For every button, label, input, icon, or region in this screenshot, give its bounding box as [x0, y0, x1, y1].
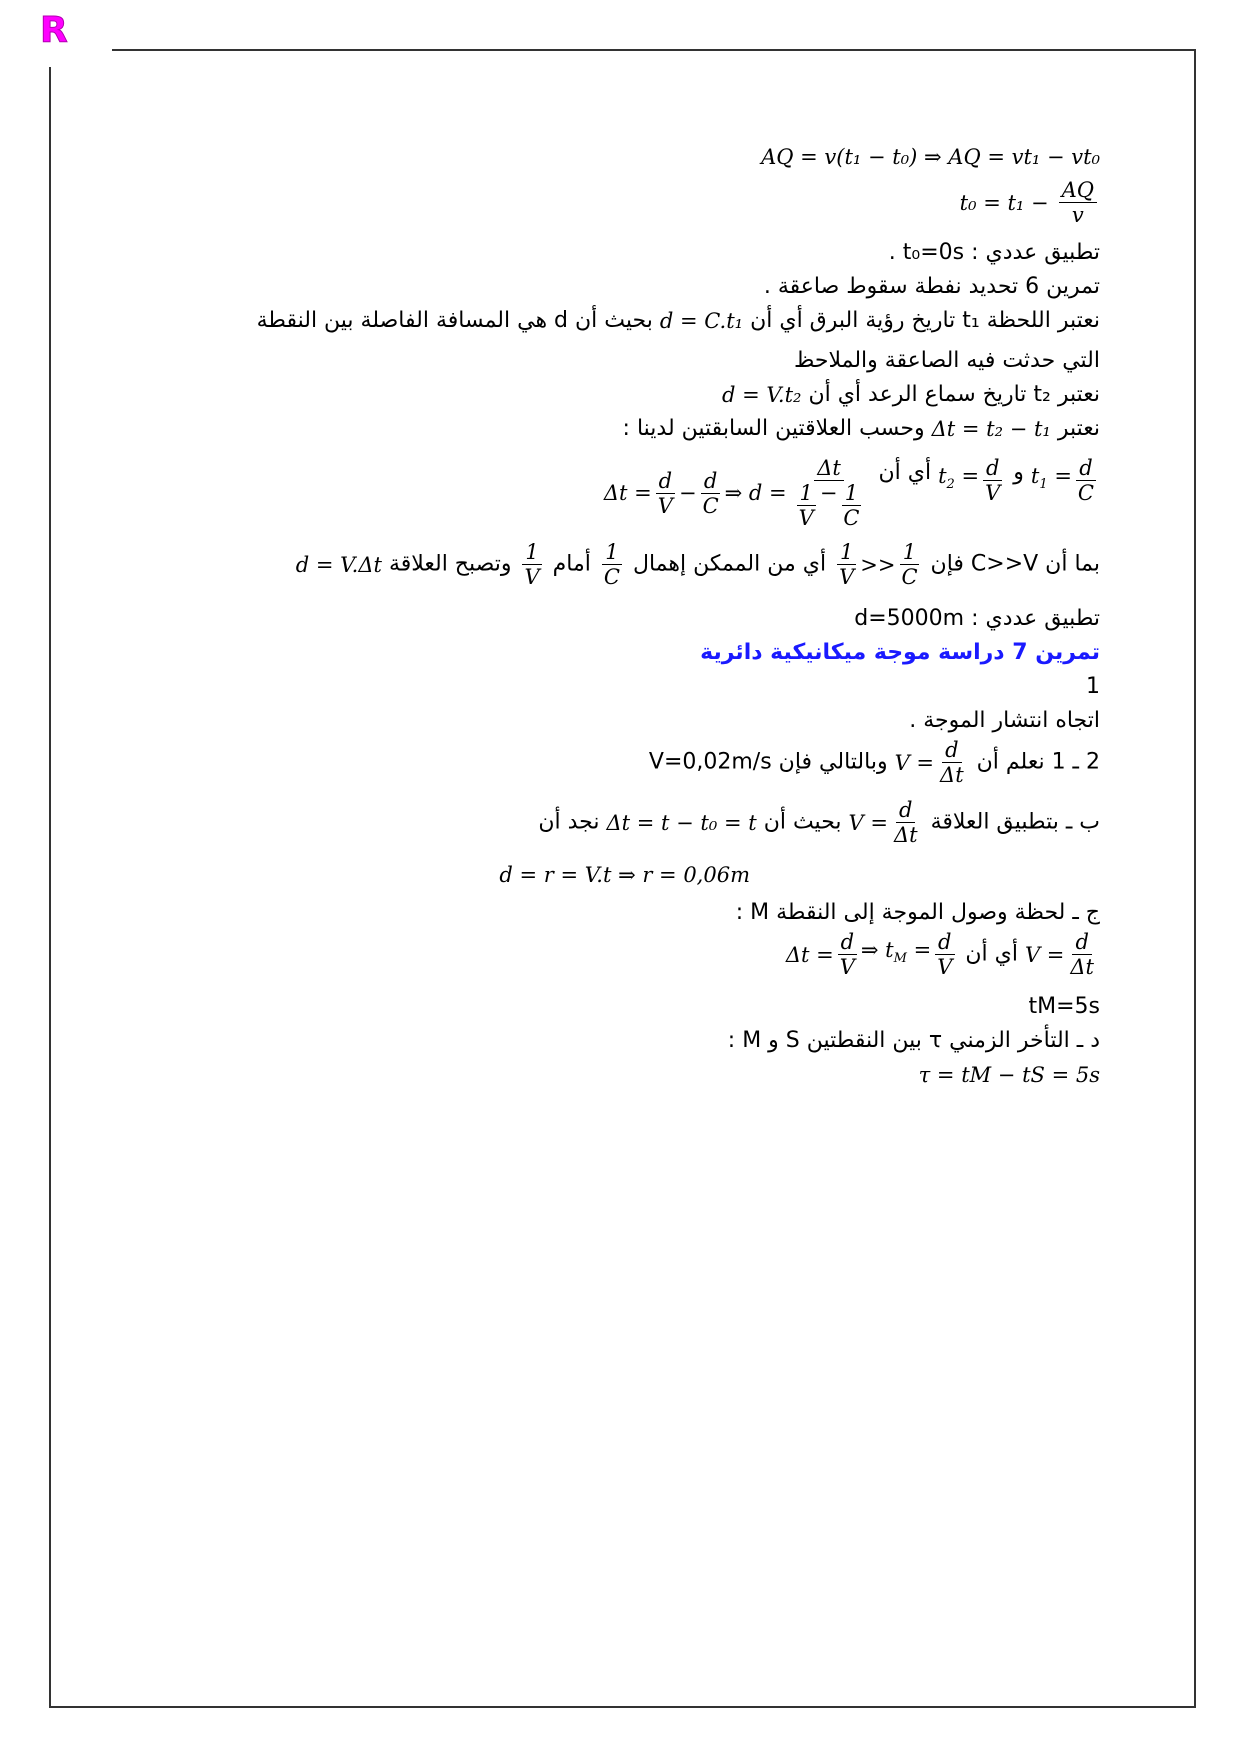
- frame-left-border: [49, 67, 51, 1707]
- question-1-answer: اتجاه انتشار الموجة .: [909, 708, 1100, 733]
- line-since: بما أن C>>V فإن $\frac{1}{V}$ >> $\frac{1}{C}$ أي من الممكن إهمال $\frac{1}{C}$ أمام $\frac{1}{V}$ وتصبح العلاقة d = V.Δt: [295, 540, 1100, 589]
- line-t1: نعتبر اللحظة t₁ تاريخ رؤية البرق أي أن d = C.t₁ بحيث أن d هي المسافة الفاصلة بين النقطة: [256, 308, 1100, 333]
- line-relations: $t_1$ = $\frac{d}{C}$ و $t_2$ = $\frac{d}{V}$ أي أن Δt = $\frac{d}{V}$ − $\frac{d}{C}$ ⇒ d = Δt $\frac{1}{V}$ − $\frac{1}{C}$: [603, 456, 1094, 530]
- frame-bottom-border: [49, 1706, 1196, 1708]
- question-2-d: د ـ التأخر الزمني τ بين النقطتين S و M :: [727, 1028, 1100, 1053]
- logo-letter: R: [40, 10, 68, 48]
- question-2-b-result: d = r = V.t ⇒ r = 0,06m: [499, 863, 750, 887]
- exercise-6-title: تمرين 6 تحديد نفطة سقوط صاعقة .: [763, 274, 1100, 299]
- question-2-c: ج ـ لحظة وصول الموجة إلى النقطة M :: [735, 900, 1100, 925]
- line-t2: نعتبر t₂ تاريخ سماع الرعد أي أن d = V.t₂: [722, 382, 1100, 407]
- question-2-c-equation: V = $\frac{d}{\Delta t}$ أي أن Δt = $\frac{d}{V}$ ⇒ $t_M$ = $\frac{d}{V}$: [785, 930, 1094, 979]
- numeric-application-1: تطبيق عددي : t₀=0s .: [888, 240, 1100, 265]
- equation-aq: AQ = v(t₁ − t₀) ⇒ AQ = vt₁ − vt₀: [761, 145, 1100, 169]
- line-place: التي حدثت فيه الصاعقة والملاحظ: [793, 348, 1100, 373]
- question-2-c-result: tM=5s: [1028, 994, 1100, 1019]
- logo-r-icon: [38, 10, 72, 48]
- exercise-7-title: تمرين 7 دراسة موجة ميكانيكية دائرية: [700, 640, 1100, 665]
- question-1-number: 1: [1086, 674, 1100, 699]
- document-body: [140, 140, 1100, 1092]
- question-2-1: 2 ـ 1 نعلم أن V = $\frac{d}{\Delta t}$ وبالتالي فإن V=0,02m/s: [648, 738, 1100, 787]
- frame-right-border: [1194, 49, 1196, 1707]
- frame-top-border: [112, 49, 1196, 51]
- numeric-application-2: تطبيق عددي : d=5000m: [854, 606, 1100, 631]
- question-2-d-equation: τ = tM − tS = 5s: [918, 1063, 1100, 1087]
- equation-t0: t₀ = t₁ − $\frac{AQ}{v}$: [140, 178, 1100, 236]
- line-delta-t: نعتبر Δt = t₂ − t₁ وحسب العلاقتين السابقتين لدينا :: [622, 416, 1100, 441]
- question-2-b: ب ـ بتطبيق العلاقة V = $\frac{d}{\Delta t}$ بحيث أن Δt = t − t₀ = t نجد أن: [538, 798, 1100, 847]
